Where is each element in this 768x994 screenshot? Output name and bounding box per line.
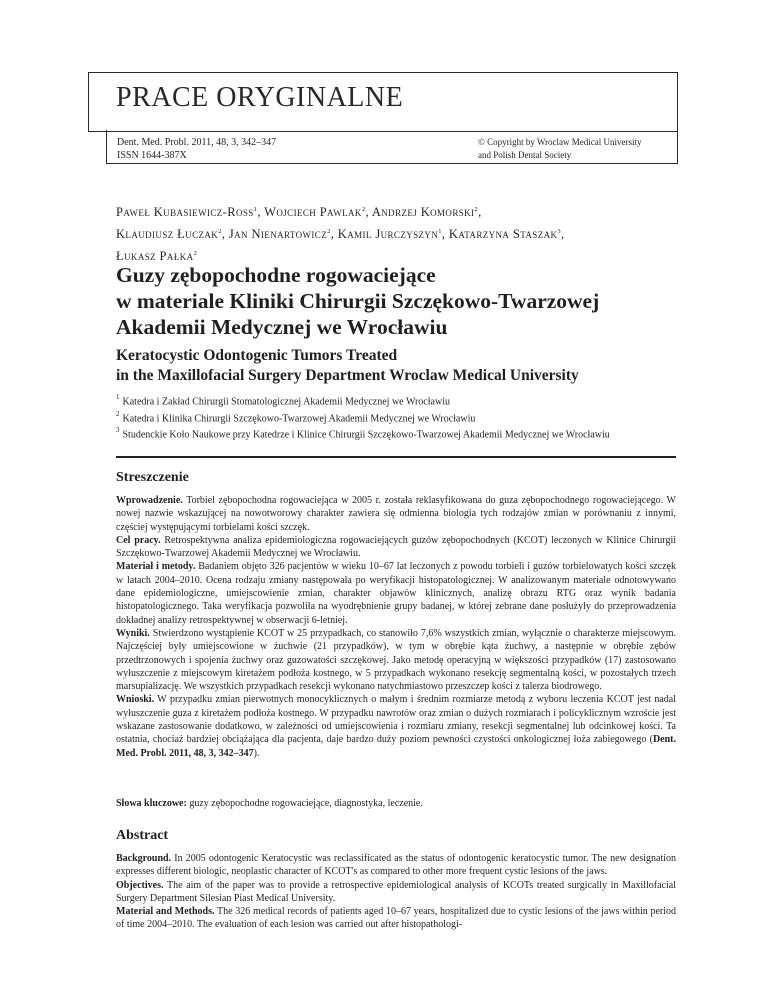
streszczenie-body: Wprowadzenie. Torbiel zębopochodna rogowaciejąca w 2005 r. została reklasyfikowana do guza zębopochodnego rogowaciejącego. W nowej nazwie wskazującej na nowotworowy charakter zawiera się odmienna biologia tych rodzajów zmian w porównaniu z innymi, częściej występującymi torbielami kości szczęk. Cel pracy. Retrospektywna analiza epidemiologiczna rogowaciejących guzów zębopochodnych (KCOT) leczonych w Klinice Chirurgii Szczękowo-Twarzowej Akademii Medycznej we Wrocławiu. Materiał i metody. Badaniem objęto 326 pacjentów w wieku 10–67 lat leczonych z powodu torbieli i guzów torbielowatych kości szczęk w latach 2004–2010. Ocena rodzaju zmiany następowała po weryfikacji histopatologicznej. W analizowanym materiale odnotowywano dane epidemiologiczne, umiejscowienie zmian, charakter objawów klinicznych, analizę obrazu RTG oraz wynik badania histopatologicznego. Taka weryfikacja pozwoliła na wyodrębnienie grupy badanej, w której zebrane dane posłużyły do przeprowadzenia dokładnej analizy retrospektywnej w obserwacji 6-letniej. Wyniki. Stwierdzono wystąpienie KCOT w 25 przypadkach, co stanowiło 7,6% wszystkich zmian, wyłącznie o charakterze miejscowym. Najczęściej były umiejscowione w żuchwie (21 przypadków), w tym w obrębie kąta żuchwy, a następnie w obrębie zębów przedtrzonowych i spojenia żuchwy oraz guzowatości szczękowej. Jako metodę operacyjną w większości przypadków (17) zastosowano wyłuszczenie z miejscowym kiretażem podłoża kostnego, w 5 przypadkach wykonano resekcję segmentalną kości, w pozostałych trzech marsupializację. We wszystkich przypadkach resekcji wykonano natychmiastowo przeszczep kości z talerza biodrowego. Wnioski. W przypadku zmian pierwotnych monocyklicznych o małym i średnim rozmiarze metodą z wyboru leczenia KCOT jest nadal wyłuszczenie guza z kiretażem podłoża kostnego. W przypadku nawrotów oraz zmian o dużych rozmiarach i policyklicznym wzroście jest wskazane zastosowanie dodatkowo, w zależności od umiejscowienia i rozmiaru zmiany, resekcji segmentalnej lub odcinkowej kości. Ta ostatnia, chociaż bardziej obciążająca dla pacjenta, daje bardzo duży poziom pewności czystości onkologicznej łoża zabiegowego (Dent. Med. Probl. 2011, 48, 3, 342–347). xyxy=(116,495,677,759)
affiliation-1: $^1$ Katedra i Zakład Chirurgii Stomatologicznej Akademii Medycznej we Wrocławiu xyxy=(116,393,450,408)
article-title-english: Keratocystic Odontogenic Tumors Treated in the Maxillofacial Surgery Department Wroclaw Medical University xyxy=(116,347,579,384)
section-title: PRACE ORYGINALNE xyxy=(116,82,404,113)
keywords: Słowa kluczowe: guzy zębopochodne rogowaciejące, diagnostyka, leczenie. xyxy=(116,798,423,809)
streszczenie-heading: Streszczenie xyxy=(116,470,189,485)
issn: ISSN 1644-387X xyxy=(117,150,187,161)
affiliations xyxy=(116,392,676,442)
affiliation-3: $^3$ Studenckie Koło Naukowe przy Katedrze i Klinice Chirurgii Szczękowo-Twarzowej Akademii Medycznej we Wrocławiu xyxy=(116,426,610,441)
article-title-polish: Guzy zębopochodne rogowaciejące w materiale Kliniki Chirurgii Szczękowo-Twarzowej Akademii Medycznej we Wrocławiu xyxy=(116,263,600,339)
journal-line: Dent. Med. Probl. 2011, 48, 3, 342–347 xyxy=(117,137,277,148)
divider xyxy=(116,456,676,458)
journal-citation xyxy=(117,136,276,162)
copyright-notice: © Copyright by Wroclaw Medical University and Polish Dental Society xyxy=(478,137,642,160)
abstract-heading: Abstract xyxy=(116,828,169,843)
abstract-body: Background. In 2005 odontogenic Keratocystic was reclassificated as the status of odontogenic keratocystic tumor. The new designation expresses different biologic, neoplastic character of KCOT's as compared to other more frequent cystic lesions of the jaws. Objectives. The aim of the paper was to provide a retrospective epidemiological analysis of KCOTs treated surgically in Maxillofacial Surgery Department Silesian Piast Medical University. Material and Methods. The 326 medical records of patients aged 10–67 years, hospitalized due to cystic lesions of the jaws within period of time 2004–2010. The evaluation of each lesion was carried out after histopathologi- xyxy=(116,853,677,931)
author-list: Paweł Kubasiewicz-Ross$^1$, Wojciech Pawlak$^2$, Andrzej Komorski$^2$, Klaudiusz Łuczak$^2$, Jan Nienartowicz$^2$, Kamil Jurczyszyn$^1$, Katarzyna Staszak$^3$, Łukasz Pałka$^2$ xyxy=(116,205,565,264)
affiliation-2: $^2$ Katedra i Klinika Chirurgii Szczękowo-Twarzowej Akademii Medycznej we Wrocławiu xyxy=(116,409,476,425)
